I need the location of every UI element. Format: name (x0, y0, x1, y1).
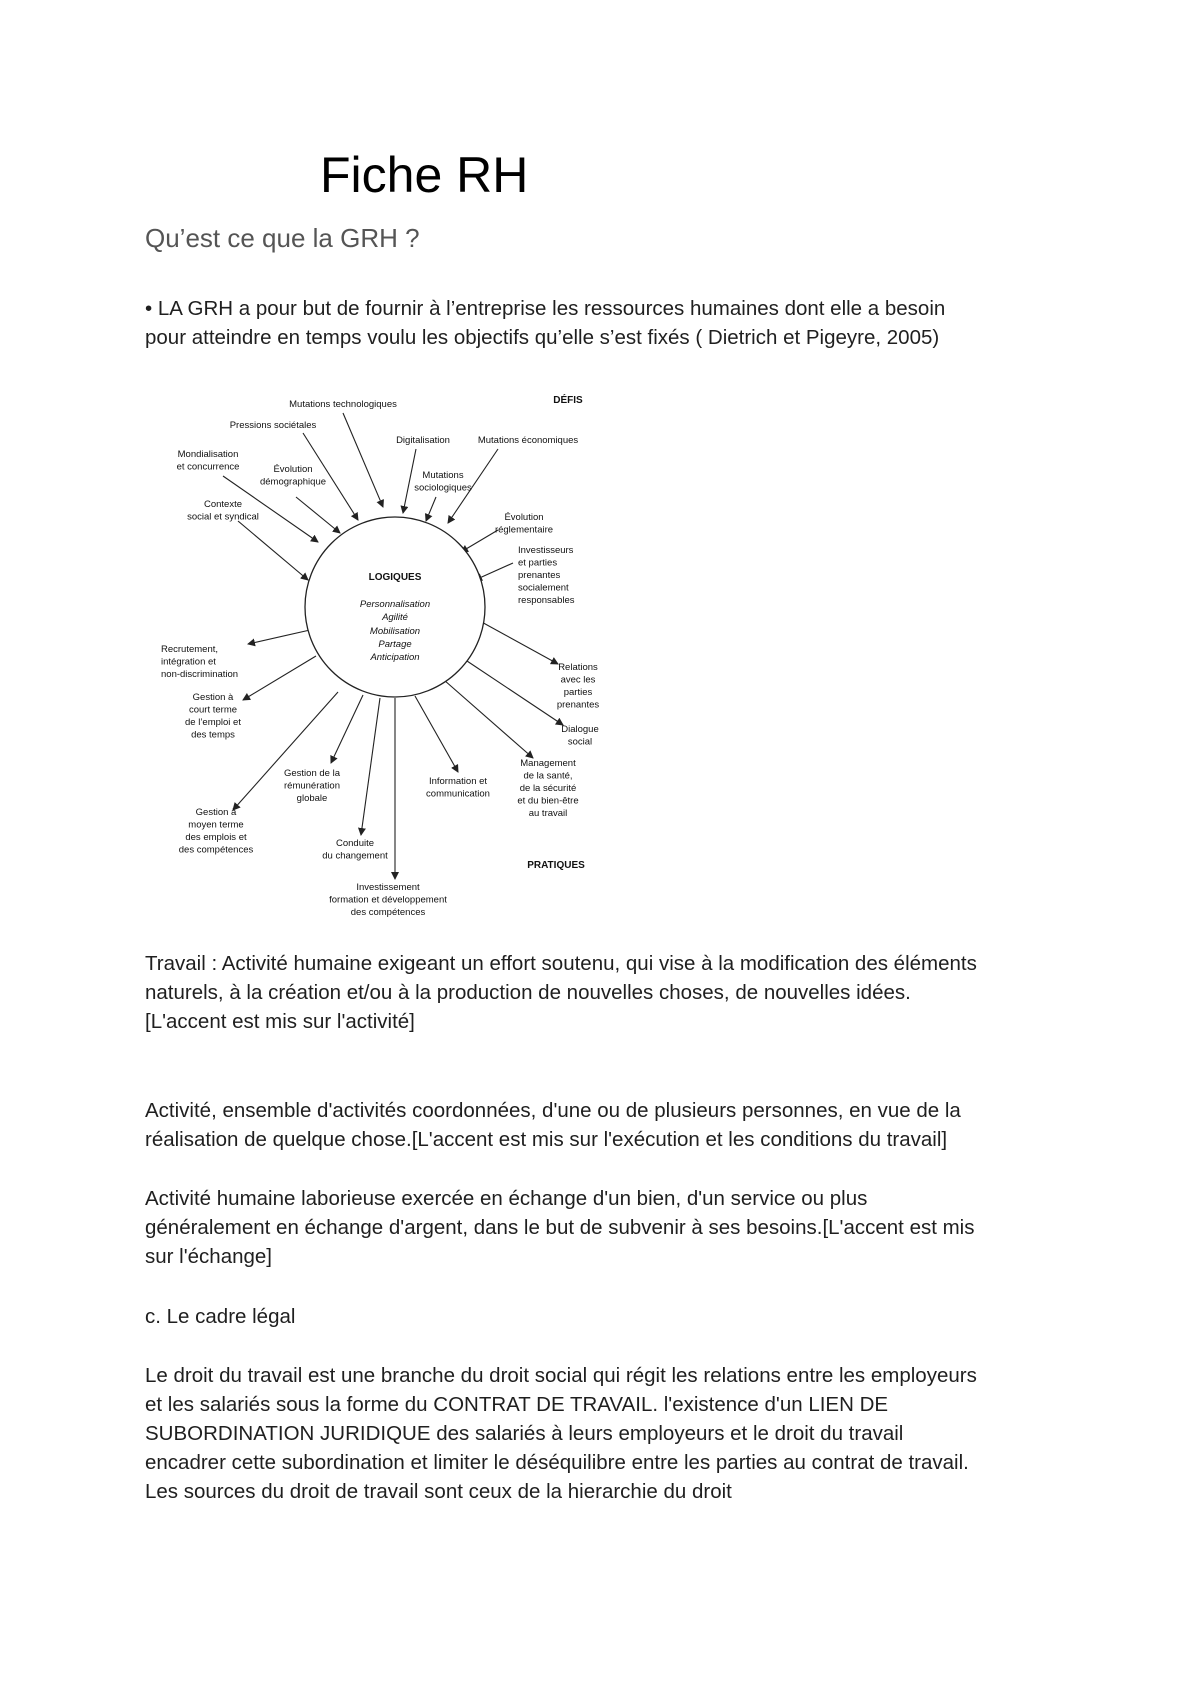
defis-heading: DÉFIS (553, 395, 583, 406)
text-line: Activité, ensemble d'activités coordonnées, d'une ou de plusieurs personnes, en vue de la (145, 1099, 961, 1122)
paragraph-travail-2 (145, 1096, 1075, 1154)
defi-label (230, 420, 317, 431)
defi-arrow (426, 497, 436, 521)
pratique-label-line: Recrutement, (161, 644, 219, 655)
defi-label (478, 435, 579, 446)
text-line: [L'accent est mis sur l'activité] (145, 1010, 415, 1033)
defi-label-line: démographique (259, 476, 327, 488)
paragraph-cadre-legal (145, 1361, 1075, 1506)
defi-label-line: Digitalisation (396, 435, 450, 446)
text-line: Travail : Activité humaine exigeant un effort soutenu, qui vise à la modification des éléments (145, 952, 977, 975)
defi-label-line: Évolution (504, 512, 544, 523)
defi-label-line: sociologiques (414, 482, 472, 494)
defi-label-line: Mondialisation (177, 449, 239, 460)
defi-label (187, 499, 259, 523)
defi-arrow (403, 449, 416, 513)
paragraph-travail-3 (145, 1184, 1075, 1271)
pratique-label-line: avec les (560, 674, 596, 686)
pratique-label-line: au travail (528, 808, 568, 819)
pratique-label-line: de la santé, (523, 770, 573, 782)
text-line: réalisation de quelque chose.[L'accent est mis sur l'exécution et les conditions du travail] (145, 1128, 948, 1151)
pratique-label (426, 776, 490, 800)
pratique-label (185, 692, 241, 741)
defi-label (289, 399, 397, 410)
pratique-label-line: intégration et (161, 656, 216, 668)
pratique-label-line: et du bien-être (517, 795, 579, 807)
pratique-label (322, 838, 388, 862)
text-line: Activité humaine laborieuse exercée en échange d'un bien, d'un service ou plus (145, 1187, 868, 1210)
pratique-label (161, 644, 238, 680)
pratique-label-line: des emplois et (185, 832, 247, 843)
pratique-label-line: de l’emploi et (185, 717, 241, 728)
grh-diagram (161, 380, 638, 938)
pratique-label-line: Gestion à (192, 692, 234, 703)
paragraph-travail-1 (145, 949, 1075, 1036)
pratique-arrow (243, 656, 316, 700)
pratique-label-line: globale (296, 793, 328, 804)
pratique-arrow (331, 695, 363, 763)
center-item: Anticipation (370, 652, 420, 663)
pratique-label-line: prenantes (556, 699, 600, 711)
page-title: Fiche RH (320, 147, 529, 203)
text-line: Le droit du travail est une branche du droit social qui régit les relations entre les employeurs (145, 1364, 977, 1387)
pratique-label-line: Gestion à (195, 807, 237, 818)
center-item: Personnalisation (359, 599, 431, 610)
pratique-arrow (361, 698, 380, 835)
defi-arrow (238, 521, 308, 580)
defi-label-line: réglementaire (494, 524, 554, 536)
section-heading-grh: Qu’est ce que la GRH ? (145, 223, 420, 253)
defi-label-line: et parties (518, 557, 558, 569)
defi-label-line: Contexte (203, 499, 243, 510)
pratique-arrow (415, 696, 458, 772)
pratique-arrow (464, 659, 563, 725)
text-line: et les salariés sous la forme du CONTRAT DE TRAVAIL. l'existence d'un LIEN DE (145, 1393, 889, 1416)
defi-arrow (296, 497, 340, 533)
defi-label-line: Mutations économiques (477, 435, 579, 446)
center-item: Mobilisation (369, 626, 421, 637)
text-line: Les sources du droit de travail sont ceux de la hierarchie du droit (145, 1480, 732, 1503)
defi-arrow (343, 413, 383, 507)
pratique-label-line: Gestion de la (284, 768, 340, 779)
pratique-label-line: Dialogue (561, 724, 599, 735)
pratique-arrow (444, 680, 533, 758)
pratique-label-line: des temps (191, 729, 235, 741)
pratique-label-line: de la sécurité (519, 783, 577, 794)
pratique-label (329, 882, 447, 918)
center-title: LOGIQUES (368, 572, 422, 583)
center-item: Agilité (382, 612, 408, 623)
pratique-label-line: social (567, 736, 593, 748)
text-line: naturels, à la création et/ou à la production de nouvelles choses, de nouvelles idées. (145, 981, 911, 1004)
defi-arrow (461, 530, 498, 552)
center-item: Partage (378, 639, 412, 650)
defi-label-line: Investisseurs (518, 545, 574, 556)
pratique-label-line: rémunération (284, 780, 340, 792)
pratique-label-line: Information et (428, 776, 488, 787)
text-line: encadrer cette subordination et limiter le déséquilibre entre les parties au contrat de travail. (145, 1451, 969, 1474)
intro-bullet (145, 294, 1075, 352)
defi-label (495, 512, 553, 536)
pratique-label-line: Management (520, 758, 576, 769)
intro-line: pour atteindre en temps voulu les objectifs qu’elle s’est fixés ( Dietrich et Pigeyre, 2005) (145, 326, 940, 349)
text-line: généralement en échange d'argent, dans le but de subvenir à ses besoins.[L'accent est mis (145, 1216, 975, 1239)
defi-label (177, 449, 240, 473)
text-line: sur l'échange] (145, 1245, 272, 1268)
intro-line: • LA GRH a pour but de fournir à l’entreprise les ressources humaines dont elle a besoin (145, 297, 946, 320)
defi-label-line: Évolution (273, 464, 313, 475)
text-line: SUBORDINATION JURIDIQUE des salariés à leurs employeurs et le droit du travail (145, 1422, 904, 1445)
defi-label (518, 545, 575, 606)
pratique-label (179, 807, 254, 856)
pratique-label-line: Relations (558, 662, 598, 673)
pratique-label-line: du changement (322, 850, 388, 862)
pratique-label-line: Investissement (356, 882, 420, 893)
defi-label-line: Pressions sociétales (229, 420, 317, 431)
pratique-label-line: moyen terme (188, 819, 244, 831)
defi-label (414, 470, 472, 494)
pratique-label (517, 758, 578, 819)
pratique-label-line: des compétences (178, 844, 254, 856)
defi-label-line: prenantes (518, 570, 561, 581)
section-c-heading: c. Le cadre légal (145, 1305, 296, 1328)
defi-label-line: Mutations technologiques (289, 399, 397, 410)
pratique-label (561, 724, 599, 748)
defi-label (396, 435, 450, 446)
pratique-label-line: non-discrimination (161, 669, 239, 680)
pratique-label-line: formation et développement (329, 894, 447, 906)
pratique-arrow (478, 620, 558, 664)
pratique-label-line: des compétences (350, 907, 426, 918)
defi-label-line: Mutations (422, 470, 464, 481)
pratique-label-line: court terme (188, 704, 238, 716)
defi-label-line: socialement (518, 582, 569, 594)
defi-label (260, 464, 326, 488)
defi-label-line: social et syndical (187, 511, 259, 523)
pratique-label-line: communication (426, 788, 490, 800)
pratique-arrow (248, 630, 310, 644)
pratique-label (284, 768, 341, 804)
pratique-label-line: Conduite (335, 838, 375, 849)
pratique-label (557, 662, 600, 711)
defi-label-line: responsables (518, 595, 575, 606)
pratique-label-line: parties (563, 687, 593, 698)
pratiques-heading: PRATIQUES (527, 860, 585, 871)
defi-arrow (475, 563, 513, 580)
defi-label-line: et concurrence (176, 461, 240, 473)
